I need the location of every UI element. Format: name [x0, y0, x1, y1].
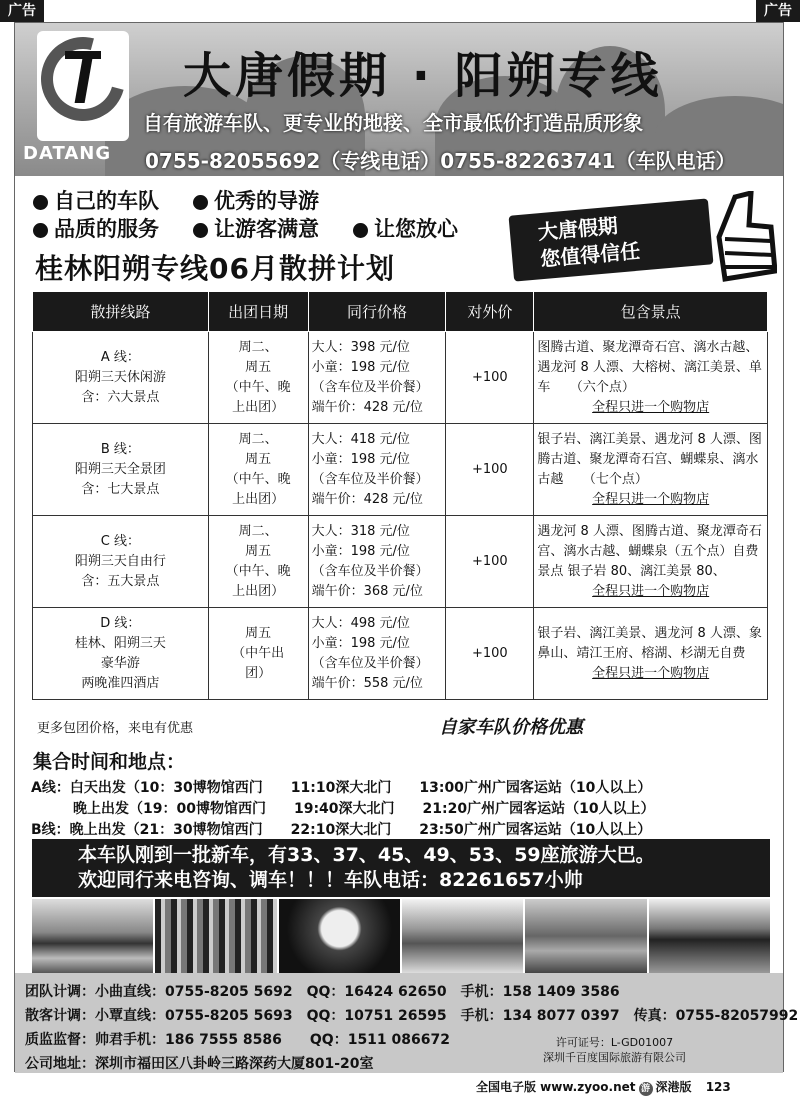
- mountain-lake-photo: [649, 899, 770, 973]
- markup-cell: +100: [446, 516, 534, 608]
- col-header-dates: 出团日期: [208, 292, 308, 332]
- page-number: 123: [705, 1080, 731, 1094]
- trust-badge: 大唐假期 您值得信任: [509, 198, 714, 281]
- tour-price-table: [32, 291, 768, 700]
- dates-cell: 周二、 周五 （中午、晚 上出团）: [208, 424, 308, 516]
- price-cell: 大人：418 元/位 小童：198 元/位 （含车位及半价餐） 端午价：428 元/位: [308, 424, 446, 516]
- new-bus-notice: 本车队刚到一批新车，有33、37、45、49、53、59座旅游大巴。 欢迎同行来电咨询、调车！！！车队电话：82261657小帅: [32, 839, 770, 897]
- price-cell: 大人：398 元/位 小童：198 元/位 （含车位及半价餐） 端午价：428 元/位: [308, 332, 446, 424]
- ad-page: [14, 22, 799, 1072]
- col-header-route: 散拼线路: [33, 292, 209, 332]
- table-row: [33, 424, 768, 516]
- bullet-dot-icon: [33, 223, 48, 238]
- dates-cell: 周五 （中午出 团）: [208, 608, 308, 700]
- contact-row: 公司地址：深圳市福田区八卦岭三路深药大厦801-20室: [25, 1056, 374, 1072]
- contact-row: 散客计调：小覃直线：0755-8205 5693 QQ：10751 26595 手机：134 8077 0397 传真：0755-82057992: [25, 1008, 799, 1024]
- li-river-boats-photo: [402, 899, 523, 973]
- footer-edition: 深港版: [655, 1080, 692, 1094]
- markup-cell: +100: [446, 424, 534, 516]
- logo-text: DATANG: [23, 143, 112, 164]
- zyoo-logo-icon: 游: [639, 1082, 653, 1096]
- banner: [15, 23, 783, 176]
- table-row: [33, 608, 768, 700]
- bullet-dot-icon: [193, 195, 208, 210]
- spots-cell: 银子岩、漓江美景、遇龙河 8 人漂、象鼻山、靖江王府、榕湖、杉湖无自费 全程只进一个购物店: [534, 608, 768, 700]
- scenery-photo-strip: [32, 899, 770, 973]
- bullet-item: 让游客满意: [193, 213, 319, 243]
- bullet-item: 优秀的导游: [193, 185, 319, 215]
- bullet-item: 让您放心: [353, 213, 458, 243]
- route-cell: B 线： 阳朔三天全景团 含：七大景点: [33, 424, 209, 516]
- thumbs-up-icon: [705, 191, 777, 283]
- bamboo-raft-photo: [525, 899, 646, 973]
- meeting-row: B线：晚上出发（21：30博物馆西门 22:10深大北门 23:50广州广园客运站（10人以上）: [31, 822, 652, 838]
- banner-title: 大唐假期 · 阳朔专线: [183, 48, 663, 104]
- bullet-dot-icon: [353, 223, 368, 238]
- karst-river-photo: [32, 899, 153, 973]
- spots-cell: 银子岩、漓江美景、遇龙河 8 人漂、图腾古道、聚龙潭奇石宫、蝴蝶泉、漓水古越 （七个点） 全程只进一个购物店: [534, 424, 768, 516]
- col-header-trade-price: 同行价格: [308, 292, 446, 332]
- cave-photo: [155, 899, 276, 973]
- col-header-retail-price: 对外价: [446, 292, 534, 332]
- license-info: 许可证号：L-GD01007 深圳千百度国际旅游有限公司: [543, 1036, 686, 1064]
- meeting-heading: 集合时间和地点：: [33, 751, 186, 773]
- banner-phones: 0755-82055692（专线电话）0755-82263741（车队电话）: [145, 149, 736, 173]
- note-more-packages: 更多包团价格，来电有优惠: [37, 721, 194, 736]
- butterfly-spring-photo: [279, 899, 400, 973]
- route-cell: A 线： 阳朔三天休闲游 含：六大景点: [33, 332, 209, 424]
- contact-row: 质监监督：帅君手机：186 7555 8586 QQ：1511 086672: [25, 1032, 450, 1048]
- dates-cell: 周二、 周五 （中午、晚 上出团）: [208, 516, 308, 608]
- footer-site: 全国电子版 www.zyoo.net: [476, 1080, 636, 1094]
- dates-cell: 周二、 周五 （中午、晚 上出团）: [208, 332, 308, 424]
- page-footer: [476, 1078, 731, 1096]
- contact-row: 团队计调：小曲直线：0755-8205 5692 QQ：16424 62650 手机：158 1409 3586: [25, 984, 620, 1000]
- meeting-row: A线：白天出发（10：30博物馆西门 11:10深大北门 13:00广州广园客运站（10人以上）: [31, 780, 652, 796]
- bullet-item: 品质的服务: [33, 213, 159, 243]
- ad-tag-right: 广告: [756, 0, 800, 22]
- table-row: [33, 332, 768, 424]
- ad-tag-left: 广告: [0, 0, 44, 22]
- price-cell: 大人：498 元/位 小童：198 元/位 （含车位及半价餐） 端午价：558 元/位: [308, 608, 446, 700]
- banner-slogan: 自有旅游车队、更专业的地接、全市最低价打造品质形象: [143, 111, 643, 135]
- bullet-dot-icon: [33, 195, 48, 210]
- markup-cell: +100: [446, 608, 534, 700]
- bullet-dot-icon: [193, 223, 208, 238]
- route-cell: C 线： 阳朔三天自由行 含：五大景点: [33, 516, 209, 608]
- meeting-row: 晚上出发（19：00博物馆西门 19:40深大北门 21:20广州广园客运站（10人以上）: [31, 801, 655, 817]
- datang-logo: [37, 31, 129, 141]
- col-header-spots: 包含景点: [534, 292, 768, 332]
- markup-cell: +100: [446, 332, 534, 424]
- spots-cell: 遇龙河 8 人漂、图腾古道、聚龙潭奇石宫、漓水古越、蝴蝶泉（五个点）自费景点 银子岩 80、漓江美景 80、 全程只进一个购物店: [534, 516, 768, 608]
- spots-cell: 图腾古道、聚龙潭奇石宫、漓水古越、遇龙河 8 人漂、大榕树、漓江美景、单车 （六个点） 全程只进一个购物店: [534, 332, 768, 424]
- table-row: [33, 516, 768, 608]
- bullet-item: 自己的车队: [33, 185, 159, 215]
- note-own-fleet: 自家车队价格优惠: [439, 717, 583, 738]
- price-cell: 大人：318 元/位 小童：198 元/位 （含车位及半价餐） 端午价：368 元/位: [308, 516, 446, 608]
- plan-title: 桂林阳朔专线06月散拼计划: [35, 252, 395, 285]
- table-header-row: [33, 292, 768, 332]
- route-cell: D 线： 桂林、阳朔三天 豪华游 两晚准四酒店: [33, 608, 209, 700]
